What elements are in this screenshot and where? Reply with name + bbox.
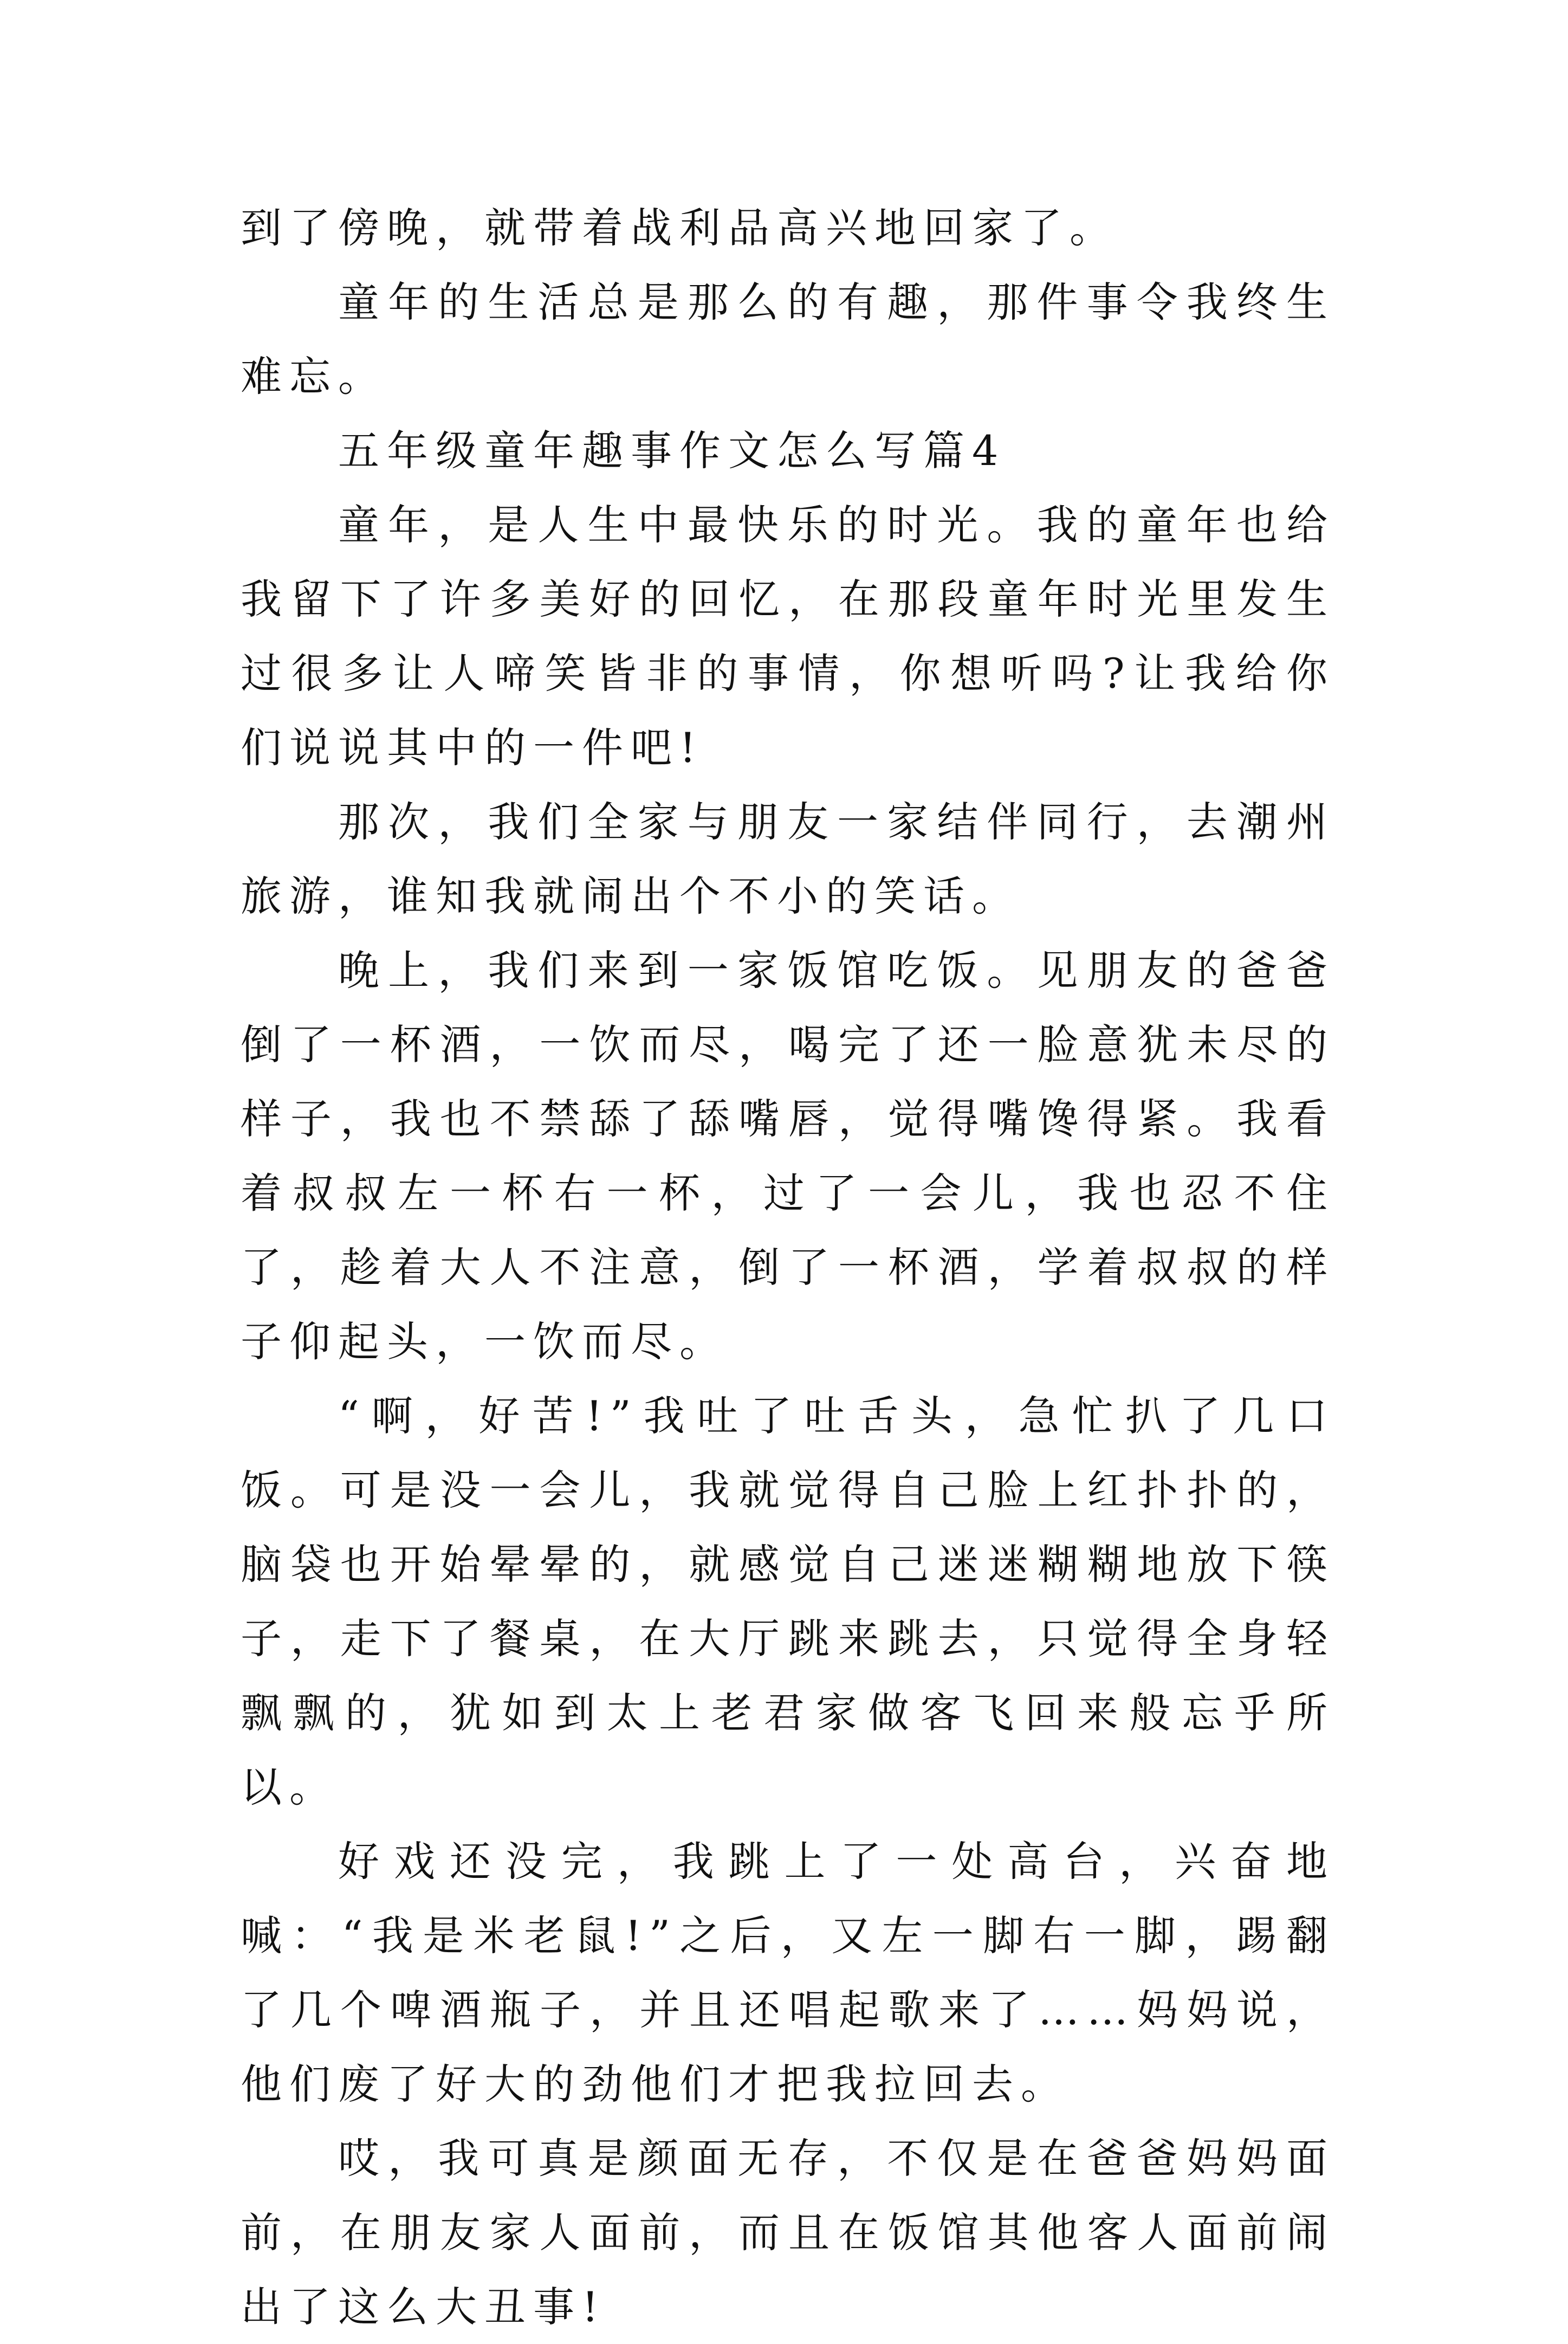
document-body [241,191,1335,2344]
paragraph: 那次，我们全家与朋友一家结伴同行，去潮州旅游，谁知我就闹出个不小的笑话。 [241,798,1335,920]
paragraph: 晚上，我们来到一家饭馆吃饭。见朋友的爸爸倒了一杯酒，一饮而尽，喝完了还一脸意犹未尽的样子，我也不禁舔了舔嘴唇，觉得嘴馋得紧。我看着叔叔左一杯右一杯，过了一会儿，我也忍不住了，趁着大人不注意，倒了一杯酒，学着叔叔的样子仰起头，一饮而尽。 [241,946,1335,1366]
paragraph: 哎，我可真是颜面无存，不仅是在爸爸妈妈面前，在朋友家人面前，而且在饭馆其他客人面前闹出了这么大丑事! [241,2134,1335,2331]
section-heading: 五年级童年趣事作文怎么写篇4 [338,427,1006,475]
paragraph: “啊，好苦!”我吐了吐舌头，急忙扒了几口饭。可是没一会儿，我就觉得自己脸上红扑扑的，脑袋也开始晕晕的，就感觉自己迷迷糊糊地放下筷子，走下了餐桌，在大厅跳来跳去，只觉得全身轻飘飘的，犹如到太上老君家做客飞回来般忘乎所以。 [241,1392,1335,1811]
paragraph: 好戏还没完，我跳上了一处高台，兴奋地喊：“我是米老鼠!”之后，又左一脚右一脚，踢翻了几个啤酒瓶子，并且还唱起歌来了……妈妈说，他们废了好大的劲他们才把我拉回去。 [241,1837,1335,2108]
paragraph: 童年，是人生中最快乐的时光。我的童年也给我留下了许多美好的回忆，在那段童年时光里发生过很多让人啼笑皆非的事情，你想听吗?让我给你们说说其中的一件吧! [241,501,1335,772]
paragraph: 童年的生活总是那么的有趣，那件事令我终生难忘。 [241,278,1335,401]
paragraph: 到了傍晚，就带着战利品高兴地回家了。 [241,204,1118,252]
